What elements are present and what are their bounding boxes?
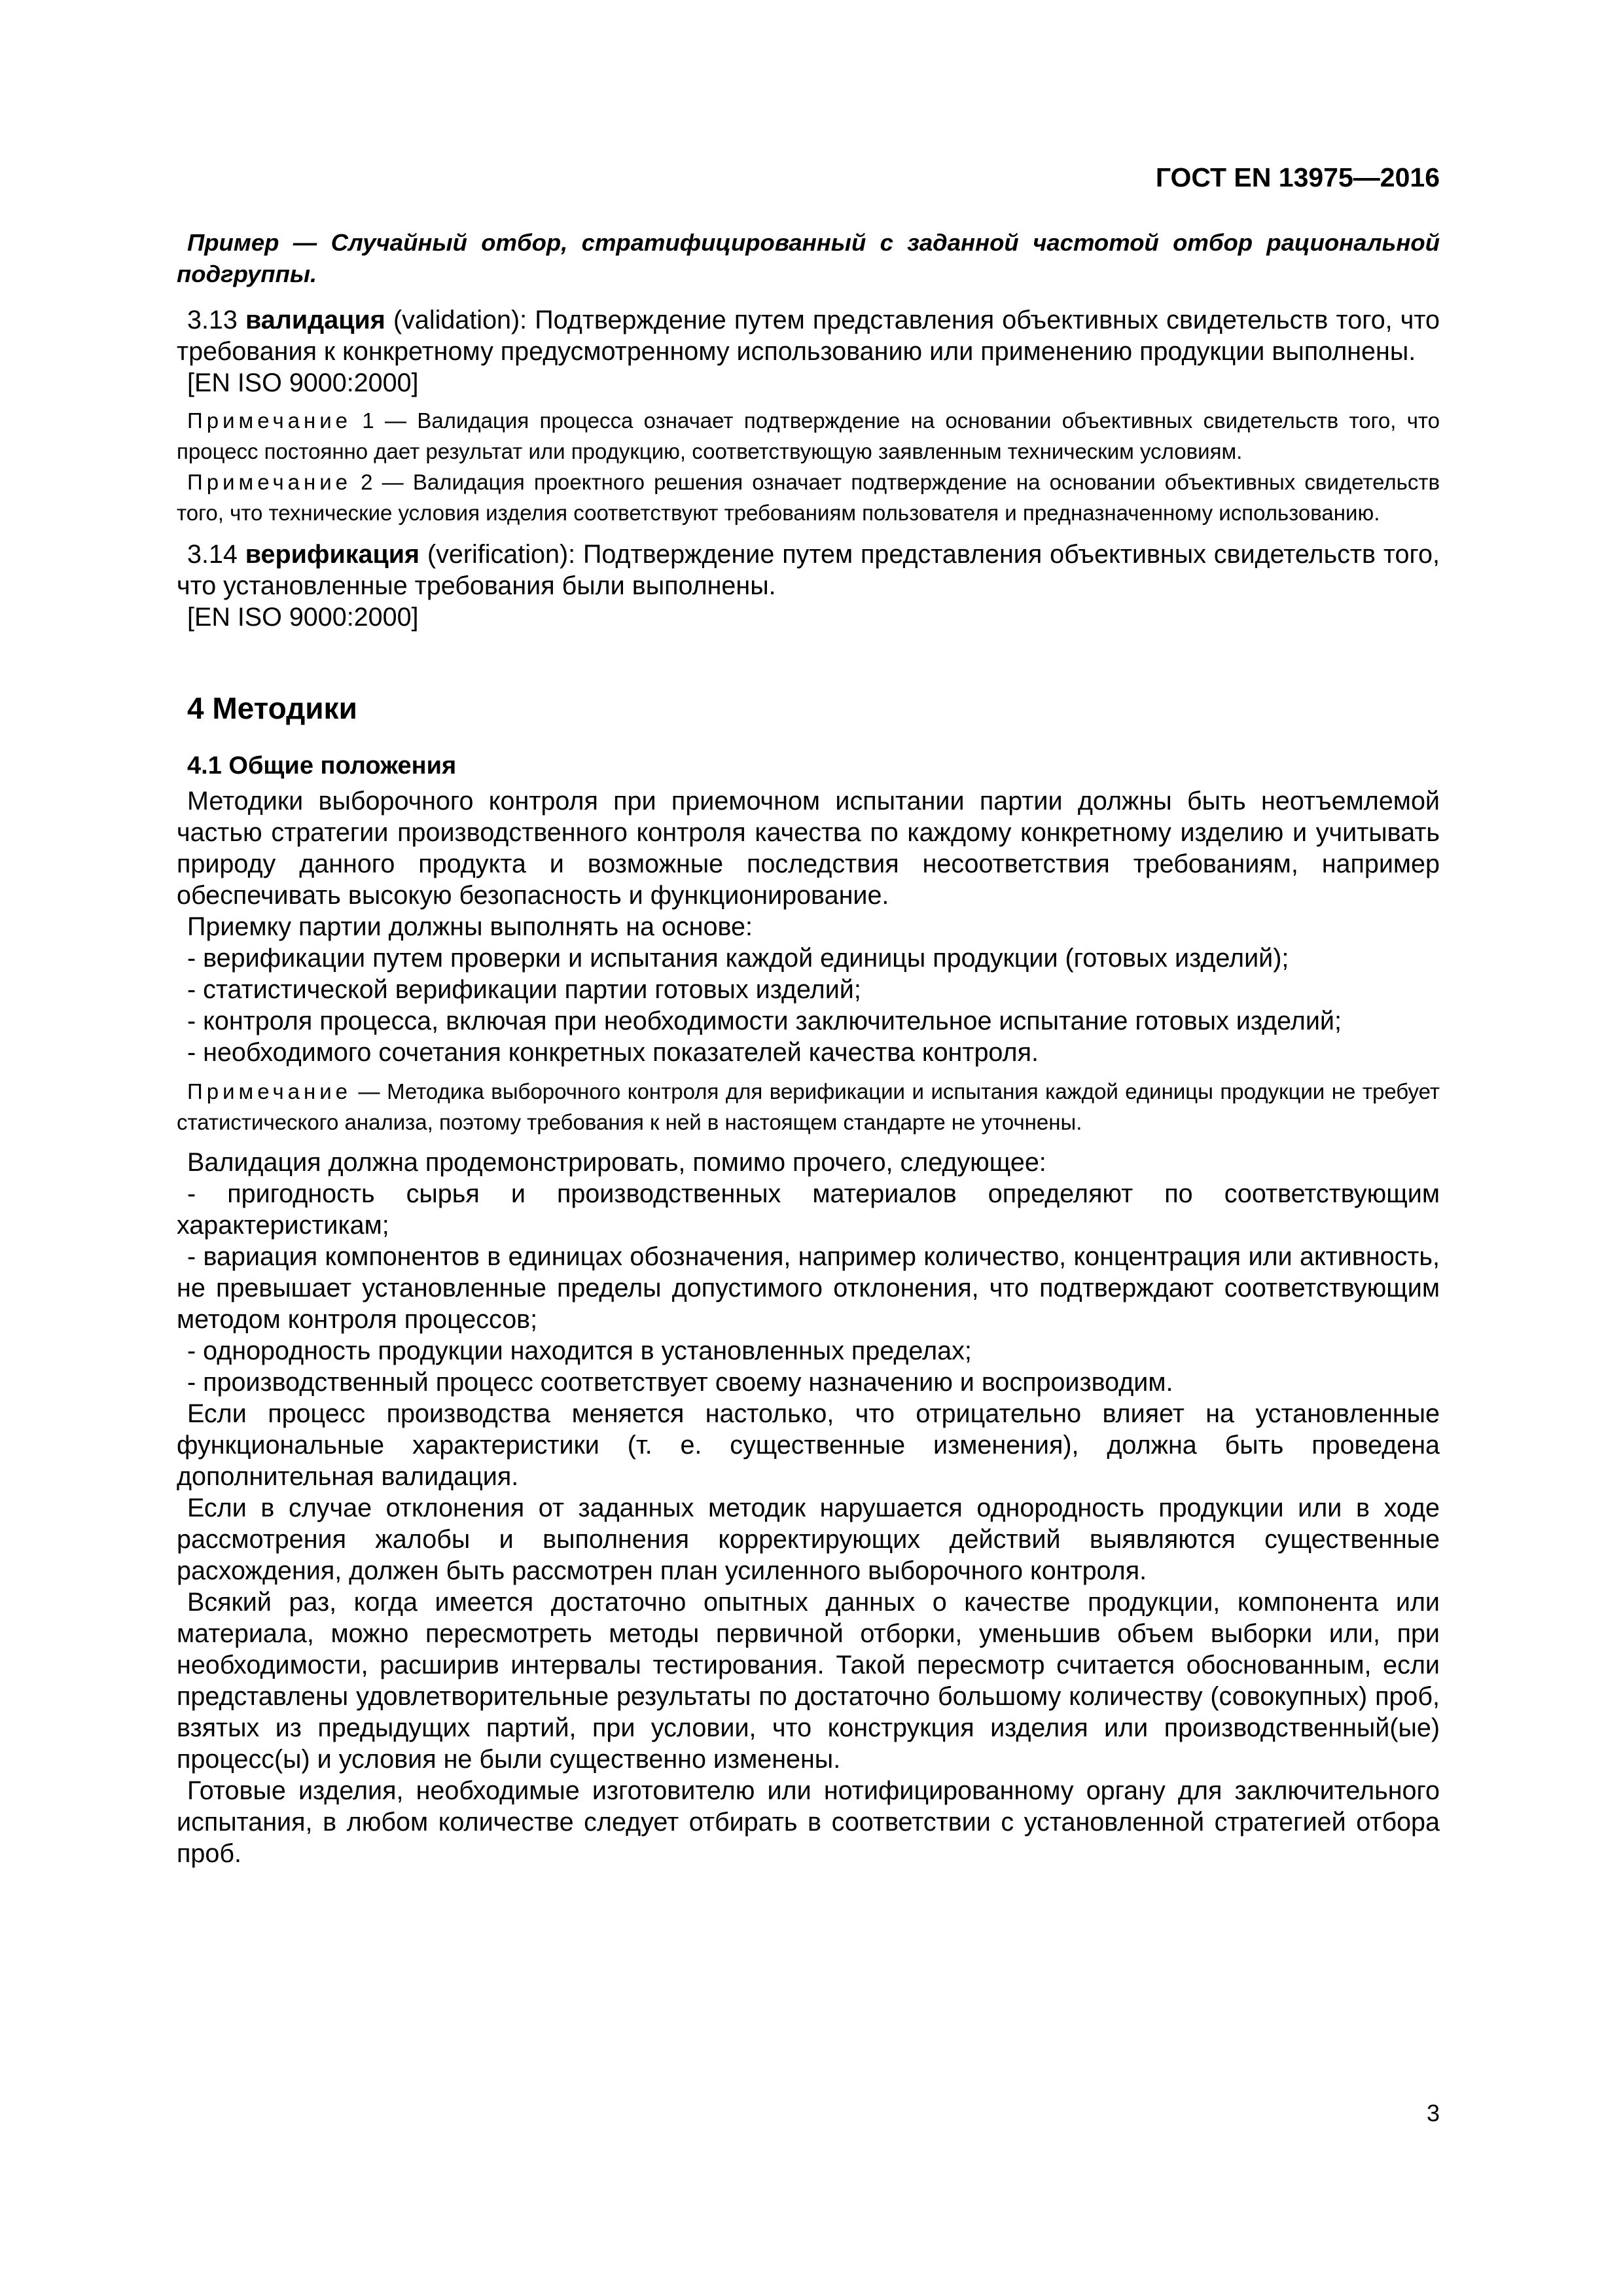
paragraph: Методики выборочного контроля при приемочном испытании партии должны быть неотъемлемой частью стратегии производственного контроля качества по каждому конкретному изделию и учитывать природу данного продукта и возможные последствия несоответствия требованиям, например обеспечивать высокую безопасность и функционирование. [177,787,1440,910]
note-2 [177,467,1440,528]
section-title: 4 Методики [187,691,357,725]
term-number: 3.13 [187,306,238,334]
term-3-13 [177,304,1440,367]
paragraph: Приемку партии должны выполнять на основе: [187,912,753,941]
list-item: - контроля процесса, включая при необходимости заключительное испытание готовых изделий; [187,1007,1342,1035]
list-item: - однородность продукции находится в установленных пределах; [187,1336,972,1365]
term-number: 3.14 [187,540,238,569]
list-item: - статистической верификации партии готовых изделий; [187,975,861,1004]
list-item: - необходимого сочетания конкретных показателей качества контроля. [187,1038,1039,1067]
note-text: — Методика выборочного контроля для верификации и испытания каждой единицы продукции не требует статистического анализа, поэтому требования к ней в настоящем стандарте не уточнены. [177,1079,1440,1134]
note-label: Примечание [187,408,352,433]
list-item: - верификации путем проверки и испытания каждой единицы продукции (готовых изделий); [187,944,1289,973]
list-item: - производственный процесс соответствует своему назначению и воспроизводим. [187,1368,1173,1397]
term-definition: (validation): Подтверждение путем представления объективных свидетельств того, что требования к конкретному предусмотренному использованию или применению продукции выполнены. [177,306,1440,366]
example-text: Пример — Случайный отбор, стратифицированный с заданной частотой отбор рациональной подгруппы. [177,229,1440,287]
note-label: Примечание [187,470,352,494]
page-content [177,227,1440,1869]
paragraph: Всякий раз, когда имеется достаточно опытных данных о качестве продукции, компонента или материала, можно пересмотреть методы первичной отборки, уменьшив объем выборки или, при необходимости, расширив интервалы тестирования. Такой пересмотр считается обоснованным, если представлены удовлетворительные результаты по достаточно большому количеству (совокупных) проб, взятых из предыдущих партий, при условии, что конструкция изделия или производственный(ые) процесс(ы) и условия не были существенно изменены. [177,1588,1440,1774]
document-id-header: ГОСТ EN 13975—2016 [1155,162,1440,192]
note-text: 1 — Валидация процесса означает подтверждение на основании объективных свидетельств того, что процесс постоянно дает результат или продукцию, соответствующую заявленным техническим условиям. [177,408,1440,463]
term-name: валидация [245,306,385,334]
paragraph: Если процесс производства меняется настолько, что отрицательно влияет на установленные функциональные характеристики (т. е. существенные изменения), должна быть проведена дополнительная валидация. [177,1399,1440,1491]
note-text: 2 — Валидация проектного решения означает подтверждение на основании объективных свидетельств того, что технические условия изделия соответствуют требованиям пользователя и предназначенному использованию. [177,470,1440,525]
paragraph: Валидация должна продемонстрировать, помимо прочего, следующее: [187,1148,1046,1177]
note-label: Примечание [187,1079,352,1103]
term-source: [EN ISO 9000:2000] [187,603,419,632]
term-name: верификация [245,540,420,569]
term-definition: (verification): Подтверждение путем представления объективных свидетельств того, что установленные требования были выполнены. [177,540,1440,600]
page-number: 3 [1426,2100,1440,2126]
document-page [177,0,1440,2296]
paragraph: Если в случае отклонения от заданных методик нарушается однородность продукции или в ходе рассмотрения жалобы и выполнения корректирующих действий выявляются существенные расхождения, должен быть рассмотрен план усиленного выборочного контроля. [177,1494,1440,1585]
subsection-title: 4.1 Общие положения [187,752,457,780]
note-1 [177,405,1440,467]
list-item: - вариация компонентов в единицах обозначения, например количество, концентрация или активность, не превышает установленные пределы допустимого отклонения, что подтверждают соответствующим методом контроля процессов; [177,1242,1440,1334]
term-source: [EN ISO 9000:2000] [187,368,419,397]
paragraph: Готовые изделия, необходимые изготовителю или нотифицированному органу для заключительного испытания, в любом количестве следует отбирать в соответствии с установленной стратегией отбора проб. [177,1776,1440,1868]
list-item: - пригодность сырья и производственных материалов определяют по соответствующим характеристикам; [177,1179,1440,1240]
term-3-14 [177,539,1440,601]
note [177,1076,1440,1138]
